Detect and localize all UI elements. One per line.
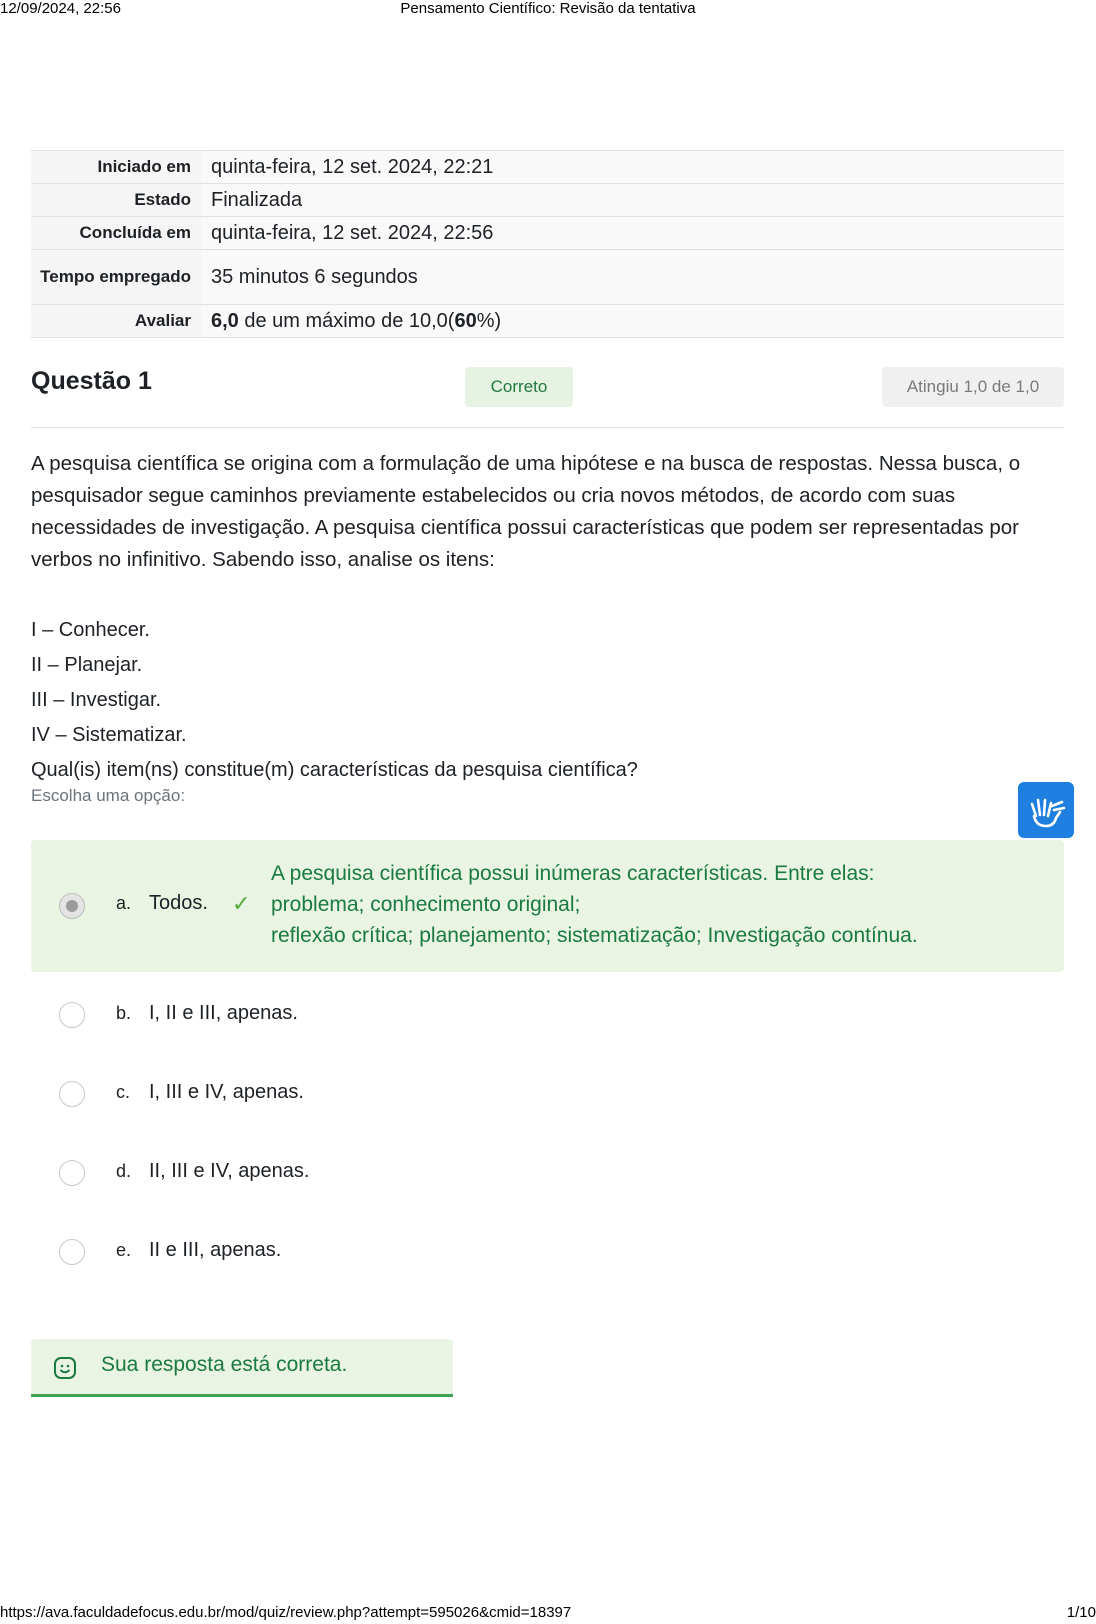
summary-grade-value [201,305,1064,338]
grade-percent: 60 [454,309,477,332]
print-page-title: Pensamento Científico: Revisão da tentativa [400,0,696,17]
summary-label: Estado [31,184,201,217]
answer-text: I, II e III, apenas. [149,1002,298,1024]
summary-row [31,250,1064,305]
answer-option-a[interactable] [31,840,1064,972]
question-item: III – Investigar. [31,689,162,711]
summary-row [31,151,1064,184]
question-title: Questão 1 [31,367,152,395]
answer-radio[interactable] [59,1160,85,1186]
answer-radio[interactable] [59,1002,85,1028]
answer-feedback [271,858,1051,951]
summary-value: quinta-feira, 12 set. 2024, 22:21 [201,151,1064,184]
question-text: A pesquisa científica se origina com a formulação de uma hipótese e na busca de respostas. Nessa busca, o pesquisador segue caminhos previamente estabelecidos ou cria novos métodos, de acordo com suas necessidades de investigação. A pesquisa científica possui características que podem ser representadas por verbos no infinitivo. Sabendo isso, analise os itens: [31,452,1021,571]
question-header [31,367,1064,428]
summary-label: Avaliar [31,305,201,338]
print-header [0,0,1096,20]
question-grade-badge: Atingiu 1,0 de 1,0 [882,367,1064,407]
summary-value: quinta-feira, 12 set. 2024, 22:56 [201,217,1064,250]
smile-icon [53,1356,77,1380]
answer-text: I, III e IV, apenas. [149,1081,304,1103]
question-item: I – Conhecer. [31,619,150,641]
result-feedback-box [31,1339,453,1397]
answer-letter: c. [116,1082,131,1102]
check-icon: ✓ [232,891,251,916]
summary-label: Concluída em [31,217,201,250]
question-state-badge: Correto [465,367,573,407]
grade-end: %) [476,309,502,332]
feedback-line: reflexão crítica; planejamento; sistematização; Investigação contínua. [271,924,918,947]
question-items [31,613,638,788]
result-message: Sua resposta está correta. [101,1353,348,1376]
summary-row-grade [31,305,1064,338]
summary-label: Iniciado em [31,151,201,184]
grade-middle: de um máximo de 10,0( [238,309,455,332]
answer-radio[interactable] [59,1081,85,1107]
answer-text: II, III e IV, apenas. [149,1160,310,1182]
question-item: II – Planejar. [31,654,143,676]
answer-letter: b. [116,1003,132,1023]
print-url: https://ava.faculdadefocus.edu.br/mod/quiz/review.php?attempt=595026&cmid=18397 [0,1604,572,1621]
choose-option-prompt: Escolha uma opção: [31,786,186,805]
print-page-number: 1/10 [1066,1604,1096,1621]
print-footer [0,1602,1096,1624]
answer-text: Todos. [149,892,208,914]
summary-label: Tempo empregado [31,250,201,305]
answer-letter: a. [116,893,132,913]
summary-value: 35 minutos 6 segundos [201,250,1064,305]
sign-language-icon [1018,782,1074,838]
summary-row [31,184,1064,217]
attempt-summary-table [31,150,1064,338]
answer-text: II e III, apenas. [149,1239,282,1261]
print-datetime: 12/09/2024, 22:56 [0,0,121,17]
answer-letter: e. [116,1240,132,1260]
answer-radio[interactable] [59,1239,85,1265]
answer-option-c[interactable] [31,1079,1064,1109]
answer-option-d[interactable] [31,1158,1064,1188]
answer-option-b[interactable] [31,1000,1064,1030]
feedback-line: A pesquisa científica possui inúmeras características. Entre elas: [271,862,875,885]
feedback-line: problema; conhecimento original; [271,893,581,916]
question-item: IV – Sistematizar. [31,724,187,746]
grade-score: 6,0 [211,309,239,332]
answer-option-e[interactable] [31,1237,1064,1267]
answer-letter: d. [116,1161,132,1181]
answer-radio-selected[interactable] [59,893,85,919]
question-ask: Qual(is) item(ns) constitue(m) características da pesquisa científica? [31,759,638,781]
summary-value: Finalizada [201,184,1064,217]
summary-row [31,217,1064,250]
sign-language-accessibility-button[interactable] [1018,782,1074,838]
